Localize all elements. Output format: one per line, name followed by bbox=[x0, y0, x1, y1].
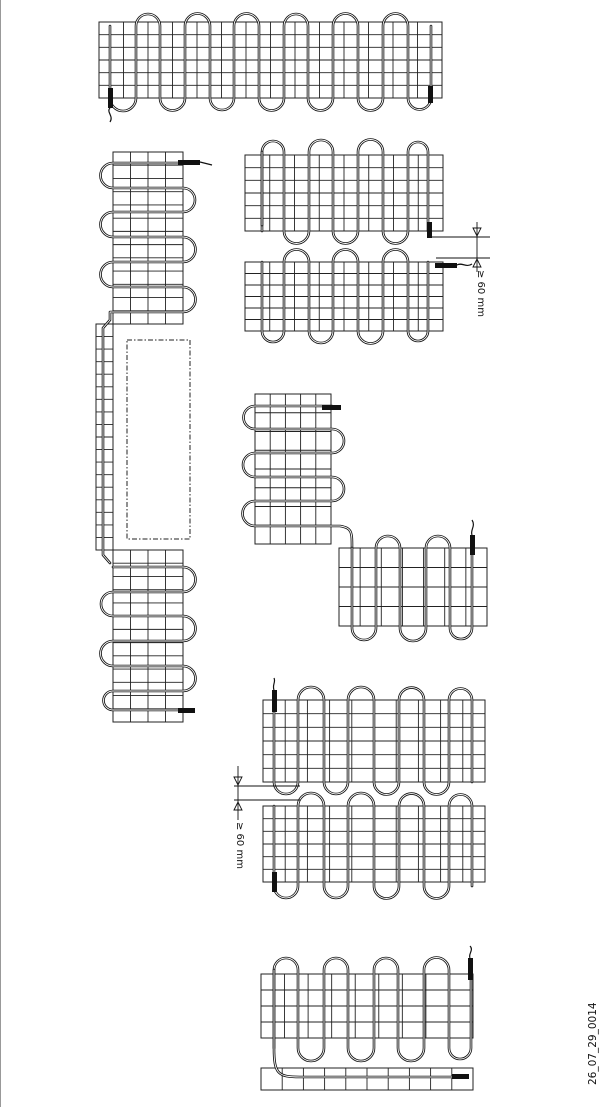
heating-cable bbox=[274, 958, 471, 1062]
supply-lead bbox=[109, 108, 111, 122]
mesh-grid bbox=[96, 324, 113, 550]
cable-connector bbox=[435, 263, 457, 268]
mesh-grid bbox=[261, 974, 473, 1038]
cable-connector bbox=[468, 958, 473, 980]
spacing-label-right: ≥ 60 mm bbox=[475, 270, 486, 317]
cable-connector bbox=[428, 86, 433, 103]
mesh-grid bbox=[339, 548, 487, 626]
supply-lead bbox=[470, 946, 472, 958]
heating-cable bbox=[352, 536, 472, 641]
supply-lead bbox=[457, 264, 472, 265]
cable-connector bbox=[272, 690, 277, 712]
heating-cable bbox=[274, 793, 472, 898]
supply-lead bbox=[273, 678, 274, 690]
mesh-grid bbox=[245, 262, 443, 331]
obstacle-outline bbox=[127, 340, 190, 539]
mesh-grid bbox=[99, 22, 442, 98]
mesh-grid bbox=[261, 1068, 473, 1090]
mesh-grid bbox=[245, 155, 443, 231]
mesh-grid bbox=[113, 550, 183, 722]
cable-connector bbox=[322, 405, 341, 410]
image-code: 26_07_29_0014 bbox=[587, 1002, 599, 1085]
supply-lead bbox=[472, 520, 474, 535]
supply-lead bbox=[200, 162, 212, 165]
cable-connector bbox=[452, 1074, 469, 1079]
cable-connector bbox=[427, 222, 432, 238]
mesh-grid bbox=[255, 394, 331, 544]
spacing-label-left: ≥ 60 mm bbox=[234, 822, 245, 869]
cable-connector bbox=[178, 160, 200, 165]
cable-connector bbox=[178, 708, 195, 713]
cable-connector bbox=[470, 535, 475, 555]
cable-connector bbox=[108, 88, 113, 108]
heating-cable bbox=[243, 406, 353, 548]
cable-connector bbox=[272, 872, 277, 892]
